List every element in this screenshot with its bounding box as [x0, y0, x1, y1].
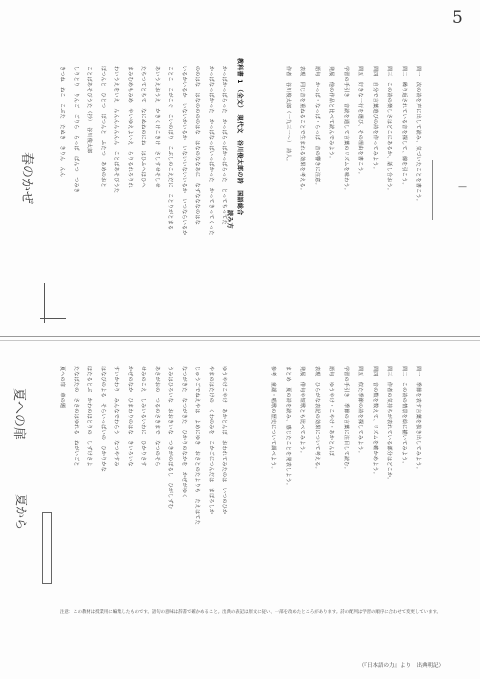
fold-line [0, 336, 480, 337]
text-column: じゅうごでねえやは よめにゆき おさとのたよりも たえはてた [194, 366, 200, 526]
text-column: 夏への扉 章の題 [59, 366, 65, 409]
text-column: ことばあそびうた（抄） 谷川俊太郎 [86, 66, 92, 154]
text-column: あさがおの つるのさきまで なつのそら [153, 366, 160, 467]
text-column: 表現 ひらがな表記の効果について考える。 [313, 366, 320, 472]
text-column: まみむめもみめ やいゆえよいえ らりるれろりれ [126, 66, 133, 188]
text-column: 問一 季節を表す言葉を抜き出してみよう。 [415, 366, 421, 473]
text-column: 学習の手引き 音読を通して言葉のリズムを味わう。 [342, 66, 349, 194]
text-column: せみのこえ しみいるいわに ひかりさす [140, 366, 146, 467]
text-column: やまのはたけの くわのみを こかごにつんだは まぼろしか [207, 366, 214, 515]
text-column: 語句 ゆうやけ・こやけ・あかとんぼ [328, 366, 334, 457]
text-column: ぽつんと ひとつ ぽつんと ふたつ あめのおと [99, 66, 106, 188]
text-column: ほたるとぶ かわのほとりの しずけさよ [86, 366, 92, 467]
citation: （『日本語の力』より 出典明記） [358, 663, 444, 669]
footnote: 注意：この教材は授業用に編集したものです。語句の意味は辞書で確かめること。出典の表記は原文に従い、一部を改めたところがあります。詩の配列は学習の順序に合わせて変更しています。 [60, 610, 441, 615]
text-column: 発展 俳句や短歌とも比べてみよう。 [299, 366, 305, 457]
fold-line [0, 340, 480, 341]
text-column: かっぱかっぱらった かっぱらっぱかっぱらった とってちってた [221, 66, 227, 225]
text-column: 表現 同じ音を重ねることで生まれる効果を考える。 [299, 66, 305, 194]
text-column: 問三 作者の気持ちが表れている部分はどこか。 [386, 366, 392, 483]
text-column: 問二 繰り返されている音を探して、線を引こう。 [400, 66, 407, 188]
text-column: まとめ 夏の詩を読み、感じたことを発表しよう。 [284, 366, 291, 489]
text-column: 問五 似た季節の詩を探してみよう。 [357, 366, 363, 457]
handwritten-note-top: 春のかぜ [19, 152, 34, 205]
text-column: 問五 好きな一行を選び、その理由を書こう。 [357, 66, 363, 178]
text-column: 作者 谷川俊太郎（一九三一〜） 詩人。 [284, 66, 291, 165]
text-column: かぜのなか ひまわりのはな きいろいな [126, 366, 133, 467]
register-mark [44, 283, 45, 323]
text-column: きつね ねこ こぶた たぬき きりん んん [59, 66, 65, 178]
text-column: しりとり りんご ごりら らっぱ ぱんつ つみき [72, 66, 79, 194]
text-column: 発展 他の作品と比べて読んでみよう。 [328, 66, 334, 162]
text-column: かっぱなっぱかった かっぱなっぱいっぱかった かってきってくった [207, 66, 214, 236]
text-column: いるかいるか いないかいるか いないいないいるか いつならいるか [180, 66, 187, 236]
text-column: 問四 音の数を数えて、リズムを確かめよう。 [371, 366, 378, 478]
text-column: 語句 かっぱ・なっぱ・らっぱ 音の響きに注意。 [313, 66, 320, 188]
text-column: 学習の手引き 季節の言葉に注目して読む。 [342, 366, 349, 473]
text-column: 問一 次の詩を声に出して読み、気づいたことを書こう。 [415, 66, 421, 205]
register-mark [432, 160, 433, 220]
text-column: 問四 自分で言葉遊びの詩を作ってみよう。 [371, 66, 378, 173]
text-column: はなびのよる そらいっぱいの ひかりかな [99, 366, 106, 473]
register-mark [40, 318, 66, 319]
text-column: わいうえをいえ んんんんんんん ことばあそびうた [113, 66, 119, 194]
text-column: あいうえおうえ かきくけこきけ さしすせそしせ [153, 66, 160, 188]
margin-mark: — [458, 182, 467, 192]
lesson-title: 教科書 1 （全文） 現代文 谷川俊太郎の詩 国語総合 [236, 58, 243, 216]
text-column: ののはな はなののののはな はなのななあに なずなななのはな [194, 66, 200, 226]
text-column: 問二 この詩の情景を絵に描いてみよう。 [400, 366, 407, 467]
highlight-box [42, 512, 52, 584]
lesson-label: 読み方 [226, 210, 233, 229]
text-column: たなばたの ささのはゆれる ねがいごと [72, 366, 79, 467]
text-column: すいかわり みんなでわらう なつやすみ [113, 366, 119, 467]
text-column: なつがきた なつがきた ひかりのなかを かぜがゆく [180, 366, 187, 499]
text-column: うみはひろいな おおきいな つきがのぼるし ひがしずむ [167, 366, 173, 510]
text-column: ゆうやけこやけ あかとんぼ おわれてみたのは いつのひか [221, 366, 227, 515]
text-column: 問三 この詩の楽しさはどこにあるか、話し合おう。 [386, 66, 392, 194]
page-number: 5 [452, 8, 463, 28]
text-column: 参考 童謡・唱歌の歴史について調べよう。 [270, 366, 276, 472]
handwritten-note-middle: 夏への扉 [11, 388, 26, 441]
handwritten-note-bottom: 夏から [14, 494, 28, 531]
text-column: ことこ こがこぐ こいのぼり こぶしのこえだに ことりがとまる [167, 66, 173, 231]
text-column: たちつてとちて なにぬねのにね はひふへほひへ [140, 66, 146, 188]
